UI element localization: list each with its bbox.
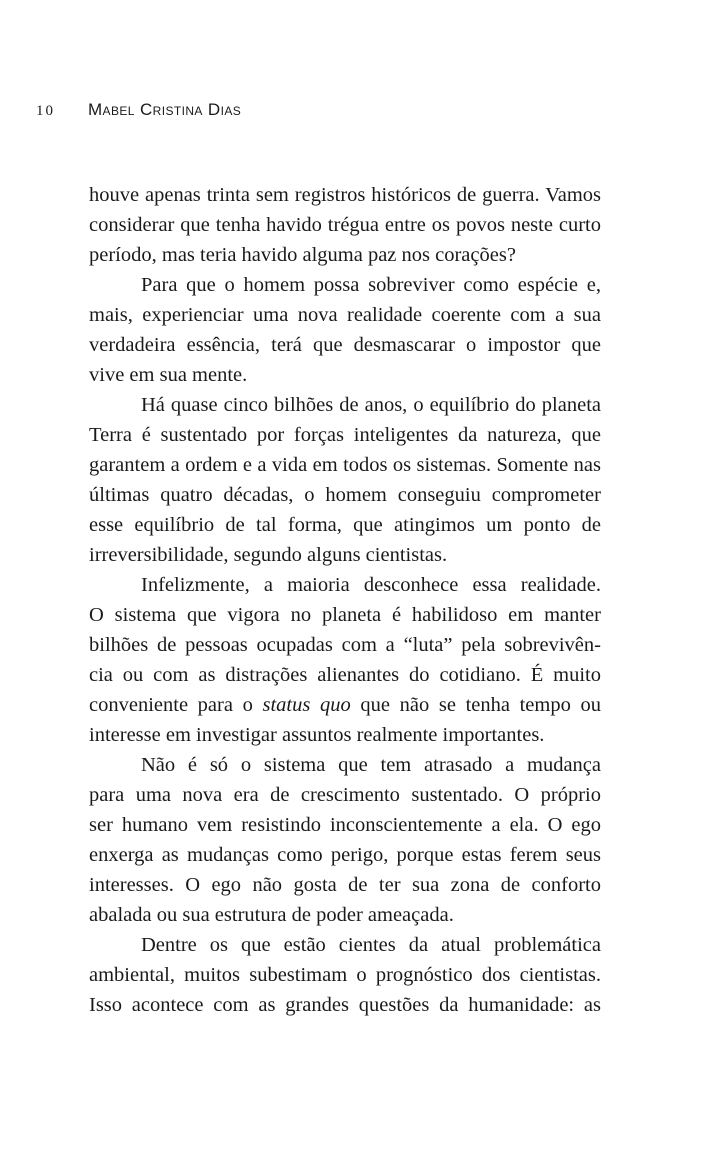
text-line-with-italic [89, 690, 601, 720]
text-segment: conveniente para o [89, 694, 253, 716]
text-line: Infelizmente, a maioria desconhece essa realidade. [141, 574, 601, 596]
text-line: Isso acontece com as grandes questões da humanidade: as [89, 994, 601, 1016]
text-line: considerar que tenha havido trégua entre os povos neste curto [89, 214, 601, 236]
text-line: Há quase cinco bilhões de anos, o equilíbrio do planeta [141, 394, 601, 416]
text-line: Para que o homem possa sobreviver como espécie e, [141, 274, 601, 296]
text-line: período, mas teria havido alguma paz nos corações? [89, 244, 516, 266]
text-line: garantem a ordem e a vida em todos os sistemas. Somente nas [89, 454, 601, 476]
text-line: houve apenas trinta sem registros históricos de guerra. Vamos [89, 184, 601, 206]
text-segment: que não se tenha tempo ou [360, 694, 601, 716]
text-line: ambiental, muitos subestimam o prognóstico dos cientistas. [89, 964, 601, 986]
text-line: mais, experienciar uma nova realidade coerente com a sua [89, 304, 601, 326]
body-text [89, 180, 601, 1020]
text-line: verdadeira essência, terá que desmascarar o impostor que [89, 334, 601, 356]
text-line: abalada ou sua estrutura de poder ameaçada. [89, 904, 454, 926]
text-line: Dentre os que estão cientes da atual problemática [141, 934, 601, 956]
page-number: 10 [36, 103, 55, 119]
running-head [36, 100, 241, 126]
text-line: O sistema que vigora no planeta é habilidoso em manter [89, 604, 601, 626]
text-line: interesses. O ego não gosta de ter sua zona de conforto [89, 874, 601, 896]
text-line: irreversibilidade, segundo alguns cientistas. [89, 544, 448, 566]
text-line: bilhões de pessoas ocupadas com a “luta” pela sobrevivên- [89, 634, 601, 656]
text-line: cia ou com as distrações alienantes do cotidiano. É muito [89, 664, 601, 686]
text-line: Terra é sustentado por forças inteligentes da natureza, que [89, 424, 601, 446]
text-line: interesse em investigar assuntos realmente importantes. [89, 724, 545, 746]
text-line: enxerga as mudanças como perigo, porque estas ferem seus [89, 844, 601, 866]
italic-phrase: status quo [262, 694, 351, 716]
text-line: últimas quatro décadas, o homem conseguiu comprometer [89, 484, 601, 506]
text-line: vive em sua mente. [89, 364, 248, 386]
text-line: ser humano vem resistindo inconscientemente a ela. O ego [89, 814, 601, 836]
text-line: para uma nova era de crescimento sustentado. O próprio [89, 784, 601, 806]
text-line: esse equilíbrio de tal forma, que atingimos um ponto de [89, 514, 601, 536]
author-name: Mabel Cristina Dias [88, 100, 242, 119]
text-line: Não é só o sistema que tem atrasado a mudança [141, 754, 601, 776]
